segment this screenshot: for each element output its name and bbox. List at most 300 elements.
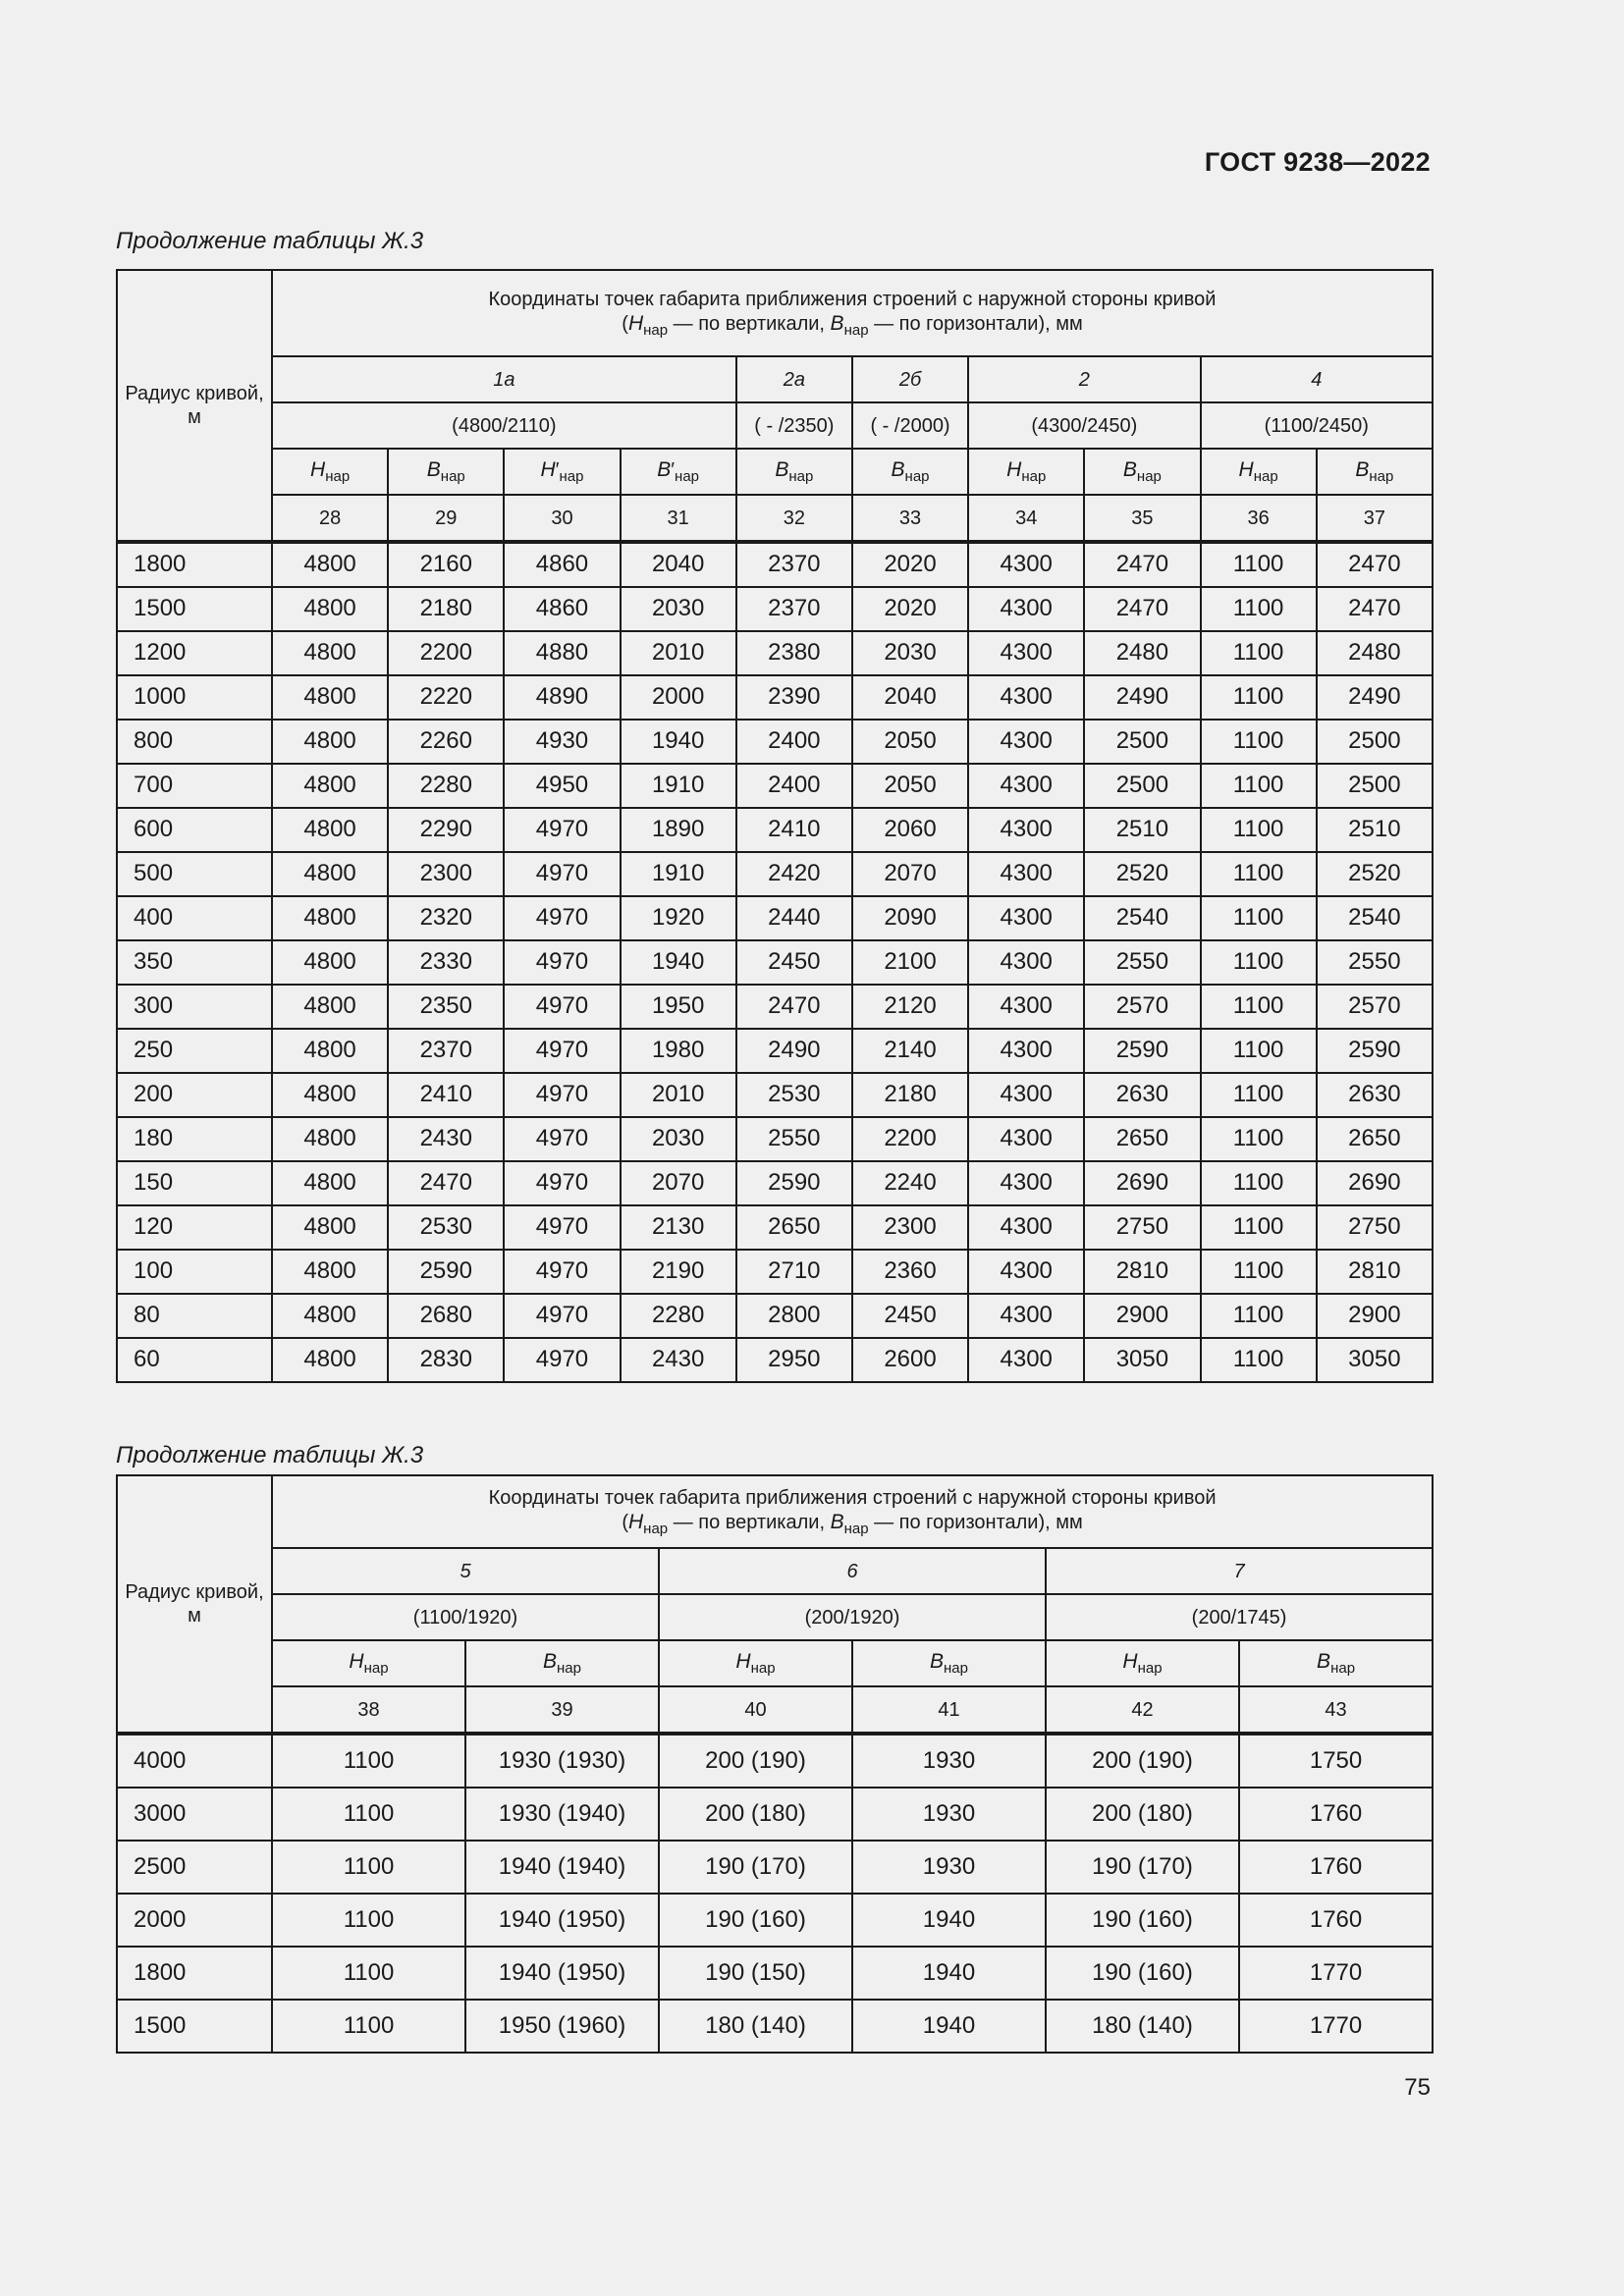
value-cell: 2470	[1317, 587, 1433, 631]
value-cell: 190 (160)	[1046, 1894, 1239, 1947]
value-cell: 4300	[968, 940, 1084, 985]
value-cell: 4800	[272, 1294, 388, 1338]
value-cell: 1100	[1201, 631, 1317, 675]
value-cell: 2030	[621, 1117, 736, 1161]
symbol-header: $B_{нар}$	[852, 1640, 1046, 1686]
value-cell: 4300	[968, 852, 1084, 896]
value-cell: 1100	[272, 1788, 465, 1841]
value-cell: 4800	[272, 720, 388, 764]
value-cell: 2010	[621, 631, 736, 675]
value-cell: 2630	[1084, 1073, 1200, 1117]
value-cell: 1750	[1239, 1734, 1433, 1788]
value-cell: 1930	[852, 1841, 1046, 1894]
symbol-header: $B_{нар}$	[1239, 1640, 1433, 1686]
radius-header: Радиус кривой, м	[117, 270, 272, 542]
radius-cell: 1500	[117, 2000, 272, 2053]
value-cell: 2510	[1084, 808, 1200, 852]
value-cell: 200 (190)	[1046, 1734, 1239, 1788]
radius-cell: 2500	[117, 1841, 272, 1894]
value-cell: 4800	[272, 808, 388, 852]
value-cell: 2430	[621, 1338, 736, 1382]
value-cell: 2180	[852, 1073, 968, 1117]
value-cell: 4970	[504, 940, 620, 985]
table-row	[117, 1788, 1433, 1841]
column-number: 36	[1201, 495, 1317, 542]
radius-cell: 120	[117, 1205, 272, 1250]
value-cell: 2380	[736, 631, 852, 675]
value-cell: 4300	[968, 764, 1084, 808]
value-cell: 4300	[968, 720, 1084, 764]
value-cell: 2320	[388, 896, 504, 940]
value-cell: 2510	[1317, 808, 1433, 852]
symbol-header: $H_{нар}$	[272, 1640, 465, 1686]
table-row	[117, 1161, 1433, 1205]
value-cell: 1100	[1201, 542, 1317, 587]
symbol-header: $H_{нар}$	[272, 449, 388, 495]
column-number: 33	[852, 495, 968, 542]
value-cell: 2370	[388, 1029, 504, 1073]
radius-cell: 1000	[117, 675, 272, 720]
value-cell: 1940 (1940)	[465, 1841, 659, 1894]
group-params: (200/1920)	[659, 1594, 1046, 1640]
column-number: 31	[621, 495, 736, 542]
value-cell: 4800	[272, 631, 388, 675]
group-params: (4300/2450)	[968, 402, 1200, 449]
value-cell: 4890	[504, 675, 620, 720]
page-number: 75	[1404, 2074, 1431, 2101]
group-label: 6	[659, 1548, 1046, 1594]
value-cell: 2070	[621, 1161, 736, 1205]
table-row	[117, 1947, 1433, 2000]
value-cell: 2470	[1084, 542, 1200, 587]
radius-cell: 200	[117, 1073, 272, 1117]
value-cell: 2370	[736, 542, 852, 587]
value-cell: 2470	[736, 985, 852, 1029]
value-cell: 1920	[621, 896, 736, 940]
value-cell: 2480	[1084, 631, 1200, 675]
value-cell: 1940 (1950)	[465, 1947, 659, 2000]
value-cell: 2200	[388, 631, 504, 675]
group-label: 2б	[852, 356, 968, 402]
value-cell: 2650	[1084, 1117, 1200, 1161]
value-cell: 180 (140)	[1046, 2000, 1239, 2053]
radius-cell: 700	[117, 764, 272, 808]
table-row	[117, 896, 1433, 940]
value-cell: 2590	[1084, 1029, 1200, 1073]
value-cell: 4800	[272, 1073, 388, 1117]
symbol-header: $B_{нар}$	[736, 449, 852, 495]
radius-cell: 500	[117, 852, 272, 896]
value-cell: 1100	[1201, 808, 1317, 852]
value-cell: 2690	[1084, 1161, 1200, 1205]
value-cell: 2470	[388, 1161, 504, 1205]
value-cell: 1100	[1201, 1294, 1317, 1338]
value-cell: 2090	[852, 896, 968, 940]
value-cell: 1100	[1201, 1338, 1317, 1382]
value-cell: 4300	[968, 1338, 1084, 1382]
value-cell: 2800	[736, 1294, 852, 1338]
value-cell: 2650	[1317, 1117, 1433, 1161]
radius-cell: 4000	[117, 1734, 272, 1788]
value-cell: 4800	[272, 985, 388, 1029]
value-cell: 2010	[621, 1073, 736, 1117]
value-cell: 2390	[736, 675, 852, 720]
table-row	[117, 675, 1433, 720]
table-row	[117, 542, 1433, 587]
value-cell: 2450	[852, 1294, 968, 1338]
group-params: ( - /2350)	[736, 402, 852, 449]
value-cell: 1930	[852, 1734, 1046, 1788]
value-cell: 1930 (1930)	[465, 1734, 659, 1788]
table-row	[117, 1841, 1433, 1894]
group-params: (200/1745)	[1046, 1594, 1433, 1640]
symbol-row	[117, 1640, 1433, 1686]
value-cell: 2020	[852, 587, 968, 631]
value-cell: 4800	[272, 542, 388, 587]
value-cell: 2200	[852, 1117, 968, 1161]
value-cell: 2590	[736, 1161, 852, 1205]
value-cell: 2600	[852, 1338, 968, 1382]
value-cell: 2490	[1317, 675, 1433, 720]
value-cell: 4800	[272, 1338, 388, 1382]
value-cell: 2750	[1084, 1205, 1200, 1250]
value-cell: 4800	[272, 764, 388, 808]
value-cell: 4970	[504, 1073, 620, 1117]
symbol-header: $B_{нар}$	[1317, 449, 1433, 495]
value-cell: 2570	[1084, 985, 1200, 1029]
value-cell: 2470	[1317, 542, 1433, 587]
value-cell: 4300	[968, 542, 1084, 587]
value-cell: 2520	[1317, 852, 1433, 896]
value-cell: 1100	[1201, 587, 1317, 631]
value-cell: 2590	[388, 1250, 504, 1294]
table-caption: Продолжение таблицы Ж.3	[116, 1442, 424, 1468]
symbol-header: $H_{нар}$	[659, 1640, 852, 1686]
group-label: 2а	[736, 356, 852, 402]
value-cell: 190 (160)	[1046, 1947, 1239, 2000]
value-cell: 2300	[388, 852, 504, 896]
value-cell: 2240	[852, 1161, 968, 1205]
radius-cell: 1500	[117, 587, 272, 631]
value-cell: 2450	[736, 940, 852, 985]
value-cell: 1910	[621, 764, 736, 808]
value-cell: 1100	[272, 1894, 465, 1947]
value-cell: 4300	[968, 896, 1084, 940]
symbol-header: $B_{нар}$	[852, 449, 968, 495]
symbol-row	[117, 449, 1433, 495]
table-row	[117, 1894, 1433, 1947]
table-row	[117, 852, 1433, 896]
column-number: 29	[388, 495, 504, 542]
value-cell: 1100	[1201, 1117, 1317, 1161]
symbol-header: $H_{нар}$	[1046, 1640, 1239, 1686]
group-params: (4800/2110)	[272, 402, 736, 449]
table-body	[117, 1734, 1433, 2053]
table-row	[117, 1734, 1433, 1788]
table-row	[117, 631, 1433, 675]
value-cell: 2490	[1084, 675, 1200, 720]
table-body	[117, 542, 1433, 1382]
value-cell: 2140	[852, 1029, 968, 1073]
table-row	[117, 720, 1433, 764]
value-cell: 4800	[272, 675, 388, 720]
radius-cell: 600	[117, 808, 272, 852]
value-cell: 2050	[852, 720, 968, 764]
group-label: 2	[968, 356, 1200, 402]
radius-cell: 1800	[117, 1947, 272, 2000]
group-title: Координаты точек габарита приближения строений с наружной стороны кривой ($H_{нар}$ — по вертикали, $B_{нар}$ — по горизонтали), мм	[272, 270, 1433, 356]
value-cell: 4300	[968, 675, 1084, 720]
value-cell: 4970	[504, 985, 620, 1029]
column-number-row	[117, 1686, 1433, 1734]
value-cell: 2410	[736, 808, 852, 852]
table-row	[117, 1117, 1433, 1161]
value-cell: 1100	[1201, 720, 1317, 764]
value-cell: 4880	[504, 631, 620, 675]
group-label: 7	[1046, 1548, 1433, 1594]
value-cell: 2330	[388, 940, 504, 985]
table-row	[117, 808, 1433, 852]
value-cell: 4300	[968, 587, 1084, 631]
value-cell: 4970	[504, 896, 620, 940]
value-cell: 1940	[852, 1894, 1046, 1947]
symbol-header: $B'_{нар}$	[621, 449, 736, 495]
symbol-header: $H'_{нар}$	[504, 449, 620, 495]
value-cell: 190 (160)	[659, 1894, 852, 1947]
value-cell: 4800	[272, 1205, 388, 1250]
value-cell: 190 (150)	[659, 1947, 852, 2000]
column-number-row	[117, 495, 1433, 542]
value-cell: 4800	[272, 1161, 388, 1205]
group-label: 5	[272, 1548, 659, 1594]
group-params: (1100/2450)	[1201, 402, 1434, 449]
group-label: 1а	[272, 356, 736, 402]
value-cell: 2830	[388, 1338, 504, 1382]
radius-cell: 400	[117, 896, 272, 940]
group-params: ( - /2000)	[852, 402, 968, 449]
value-cell: 2900	[1084, 1294, 1200, 1338]
value-cell: 2280	[621, 1294, 736, 1338]
value-cell: 2550	[1317, 940, 1433, 985]
value-cell: 2370	[736, 587, 852, 631]
value-cell: 2710	[736, 1250, 852, 1294]
value-cell: 200 (190)	[659, 1734, 852, 1788]
value-cell: 4970	[504, 1117, 620, 1161]
clearance-table-2	[116, 1474, 1434, 2054]
value-cell: 3050	[1084, 1338, 1200, 1382]
value-cell: 2180	[388, 587, 504, 631]
radius-cell: 3000	[117, 1788, 272, 1841]
value-cell: 2290	[388, 808, 504, 852]
value-cell: 4300	[968, 1117, 1084, 1161]
value-cell: 2000	[621, 675, 736, 720]
symbol-header: $B_{нар}$	[388, 449, 504, 495]
value-cell: 2810	[1084, 1250, 1200, 1294]
value-cell: 1100	[1201, 985, 1317, 1029]
value-cell: 4800	[272, 852, 388, 896]
value-cell: 4860	[504, 542, 620, 587]
value-cell: 190 (170)	[659, 1841, 852, 1894]
value-cell: 4300	[968, 1294, 1084, 1338]
value-cell: 1100	[1201, 1161, 1317, 1205]
value-cell: 2040	[852, 675, 968, 720]
value-cell: 2360	[852, 1250, 968, 1294]
value-cell: 4950	[504, 764, 620, 808]
value-cell: 2160	[388, 542, 504, 587]
value-cell: 4970	[504, 1029, 620, 1073]
value-cell: 1890	[621, 808, 736, 852]
value-cell: 1100	[1201, 940, 1317, 985]
value-cell: 2400	[736, 720, 852, 764]
group-title: Координаты точек габарита приближения строений с наружной стороны кривой ($H_{нар}$ — по вертикали, $B_{нар}$ — по горизонтали), мм	[272, 1475, 1433, 1548]
column-number: 40	[659, 1686, 852, 1734]
radius-cell: 180	[117, 1117, 272, 1161]
value-cell: 4860	[504, 587, 620, 631]
value-cell: 4300	[968, 1205, 1084, 1250]
value-cell: 2540	[1317, 896, 1433, 940]
group-params: (1100/1920)	[272, 1594, 659, 1640]
column-number: 28	[272, 495, 388, 542]
table-row	[117, 1338, 1433, 1382]
value-cell: 4970	[504, 1205, 620, 1250]
value-cell: 2900	[1317, 1294, 1433, 1338]
value-cell: 2470	[1084, 587, 1200, 631]
value-cell: 1940 (1950)	[465, 1894, 659, 1947]
value-cell: 2190	[621, 1250, 736, 1294]
value-cell: 1770	[1239, 2000, 1433, 2053]
value-cell: 1930 (1940)	[465, 1788, 659, 1841]
value-cell: 200 (180)	[659, 1788, 852, 1841]
value-cell: 4800	[272, 1117, 388, 1161]
value-cell: 4800	[272, 587, 388, 631]
value-cell: 4930	[504, 720, 620, 764]
radius-header: Радиус кривой, м	[117, 1475, 272, 1734]
value-cell: 1100	[1201, 1029, 1317, 1073]
value-cell: 2570	[1317, 985, 1433, 1029]
column-number: 34	[968, 495, 1084, 542]
column-number: 41	[852, 1686, 1046, 1734]
value-cell: 1100	[1201, 852, 1317, 896]
value-cell: 4970	[504, 1161, 620, 1205]
value-cell: 4300	[968, 1073, 1084, 1117]
value-cell: 2420	[736, 852, 852, 896]
column-number: 38	[272, 1686, 465, 1734]
value-cell: 2100	[852, 940, 968, 985]
value-cell: 2070	[852, 852, 968, 896]
value-cell: 4970	[504, 852, 620, 896]
value-cell: 2750	[1317, 1205, 1433, 1250]
value-cell: 1100	[1201, 1250, 1317, 1294]
value-cell: 1910	[621, 852, 736, 896]
value-cell: 2690	[1317, 1161, 1433, 1205]
value-cell: 2520	[1084, 852, 1200, 896]
value-cell: 1100	[1201, 1205, 1317, 1250]
column-number: 35	[1084, 495, 1200, 542]
value-cell: 2490	[736, 1029, 852, 1073]
column-number: 32	[736, 495, 852, 542]
value-cell: 4970	[504, 808, 620, 852]
radius-cell: 350	[117, 940, 272, 985]
radius-cell: 150	[117, 1161, 272, 1205]
value-cell: 1100	[272, 1947, 465, 2000]
value-cell: 2430	[388, 1117, 504, 1161]
value-cell: 2590	[1317, 1029, 1433, 1073]
value-cell: 1950	[621, 985, 736, 1029]
radius-cell: 80	[117, 1294, 272, 1338]
table-row	[117, 1294, 1433, 1338]
value-cell: 2530	[388, 1205, 504, 1250]
radius-cell: 250	[117, 1029, 272, 1073]
symbol-header: $H_{нар}$	[968, 449, 1084, 495]
column-number: 39	[465, 1686, 659, 1734]
value-cell: 4800	[272, 1029, 388, 1073]
value-cell: 3050	[1317, 1338, 1433, 1382]
value-cell: 4300	[968, 1250, 1084, 1294]
value-cell: 2500	[1317, 720, 1433, 764]
value-cell: 2650	[736, 1205, 852, 1250]
value-cell: 4800	[272, 1250, 388, 1294]
value-cell: 4800	[272, 896, 388, 940]
value-cell: 2030	[621, 587, 736, 631]
value-cell: 2050	[852, 764, 968, 808]
value-cell: 4300	[968, 1161, 1084, 1205]
value-cell: 1100	[1201, 764, 1317, 808]
document-id: ГОСТ 9238—2022	[1204, 147, 1431, 177]
value-cell: 2630	[1317, 1073, 1433, 1117]
column-number: 42	[1046, 1686, 1239, 1734]
value-cell: 1100	[1201, 1073, 1317, 1117]
value-cell: 2950	[736, 1338, 852, 1382]
value-cell: 2500	[1084, 764, 1200, 808]
value-cell: 2540	[1084, 896, 1200, 940]
clearance-table-1	[116, 269, 1434, 1383]
value-cell: 4300	[968, 631, 1084, 675]
value-cell: 1100	[1201, 675, 1317, 720]
value-cell: 4970	[504, 1294, 620, 1338]
table-row	[117, 764, 1433, 808]
value-cell: 2300	[852, 1205, 968, 1250]
value-cell: 4300	[968, 985, 1084, 1029]
value-cell: 1760	[1239, 1894, 1433, 1947]
radius-cell: 800	[117, 720, 272, 764]
value-cell: 2260	[388, 720, 504, 764]
symbol-header: $H_{нар}$	[1201, 449, 1317, 495]
value-cell: 2440	[736, 896, 852, 940]
value-cell: 4970	[504, 1250, 620, 1294]
value-cell: 1950 (1960)	[465, 2000, 659, 2053]
symbol-header: $B_{нар}$	[465, 1640, 659, 1686]
table-row	[117, 985, 1433, 1029]
value-cell: 4800	[272, 940, 388, 985]
value-cell: 2020	[852, 542, 968, 587]
value-cell: 2060	[852, 808, 968, 852]
column-number: 30	[504, 495, 620, 542]
value-cell: 2350	[388, 985, 504, 1029]
radius-cell: 300	[117, 985, 272, 1029]
radius-cell: 1800	[117, 542, 272, 587]
value-cell: 190 (170)	[1046, 1841, 1239, 1894]
group-label: 4	[1201, 356, 1434, 402]
radius-cell: 60	[117, 1338, 272, 1382]
value-cell: 2680	[388, 1294, 504, 1338]
value-cell: 1940	[852, 2000, 1046, 2053]
value-cell: 4300	[968, 1029, 1084, 1073]
radius-cell: 100	[117, 1250, 272, 1294]
value-cell: 4300	[968, 808, 1084, 852]
value-cell: 1930	[852, 1788, 1046, 1841]
value-cell: 180 (140)	[659, 2000, 852, 2053]
value-cell: 2500	[1084, 720, 1200, 764]
